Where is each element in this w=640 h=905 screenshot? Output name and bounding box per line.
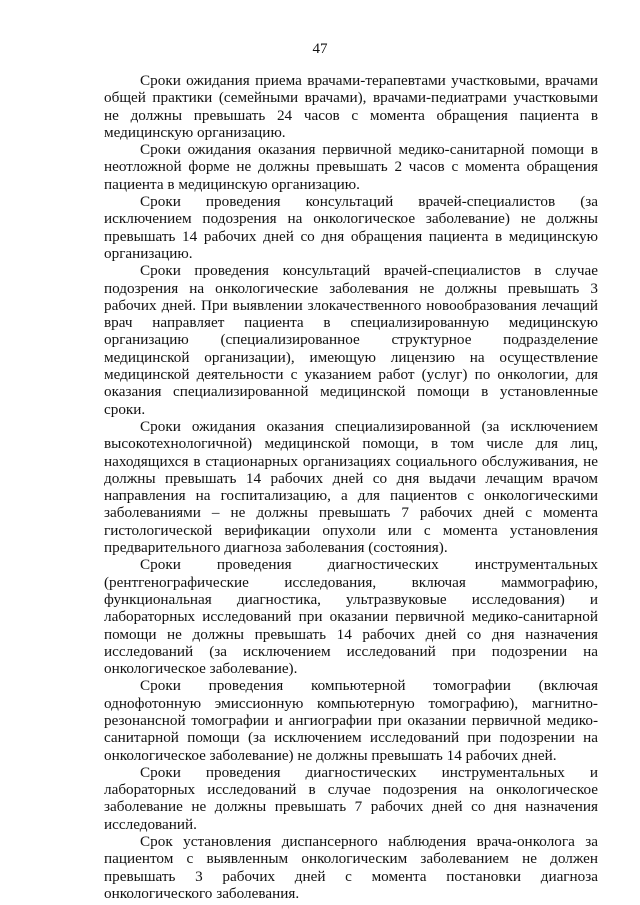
paragraph-diagnostic-tests-time: Сроки проведения диагностических инструментальных (рентгенографические исследования, включая маммографию, функциональная диагностика, ультразвуковые исследования) и лабораторных исследований при оказании первичной медико-санитарной помощи не должны превышать 14 рабочих дней со дня назначения исследований (за исключением исследований при подозрении на онкологическое заболевание). [104,556,598,678]
paragraph-oncology-consultation-time: Сроки проведения консультаций врачей-специалистов в случае подозрения на онкологические заболевания не должны превышать 3 рабочих дней. При выявлении злокачественного новообразования лечащий врач направляет пациента в специализированную медицинскую организацию (специализированное структурное подразделение медицинской организации), имеющую лицензию на осуществление медицинской деятельности с указанием работ (услуг) по онкологии, для оказания специализированной медицинской помощи в установленные сроки. [104,262,598,418]
paragraph-specialized-care-wait-time: Сроки ожидания оказания специализированной (за исключением высокотехнологичной) медицинской помощи, в том числе для лиц, находящихся в стационарных организациях социального обслуживания, не должны превышать 14 рабочих дней со дня выдачи лечащим врачом направления на госпитализацию, а для пациентов с онкологическими заболеваниями – не должны превышать 7 рабочих дней с момента гистологической верификации опухоли или с момента установления предварительного диагноза заболевания (состояния). [104,417,598,557]
document-body [104,72,598,902]
paragraph-tomography-time: Сроки проведения компьютерной томографии (включая однофотонную эмиссионную компьютерную томографию), магнитно-резонансной томографии и ангиографии при оказании первичной медико-санитарной помощи (за исключением исследований при подозрении на онкологическое заболевание) не должны превышать 14 рабочих дней. [104,677,598,764]
paragraph-oncology-diagnostics-time: Сроки проведения диагностических инструментальных и лабораторных исследований в случае подозрения на онкологическое заболевание не должны превышать 7 рабочих дней со дня назначения исследований. [104,763,598,833]
page-number: 47 [312,41,328,57]
paragraph-oncologist-observation-time: Срок установления диспансерного наблюдения врача-онколога за пациентом с выявленным онкологическим заболеванием не должен превышать 3 рабочих дней с момента постановки диагноза онкологического заболевания. [104,833,598,902]
paragraph-specialist-consultation-time: Сроки проведения консультаций врачей-специалистов (за исключением подозрения на онкологическое заболевание) не должны превышать 14 рабочих дней со дня обращения пациента в медицинскую организацию. [104,193,598,262]
paragraph-urgent-care-wait-time: Сроки ожидания оказания первичной медико-санитарной помощи в неотложной форме не должны превышать 2 часов с момента обращения пациента в медицинскую организацию. [104,141,598,193]
paragraph-reception-wait-time: Сроки ожидания приема врачами-терапевтами участковыми, врачами общей практики (семейными врачами), врачами-педиатрами участковыми не должны превышать 24 часов с момента обращения пациента в медицинскую организацию. [104,72,598,141]
